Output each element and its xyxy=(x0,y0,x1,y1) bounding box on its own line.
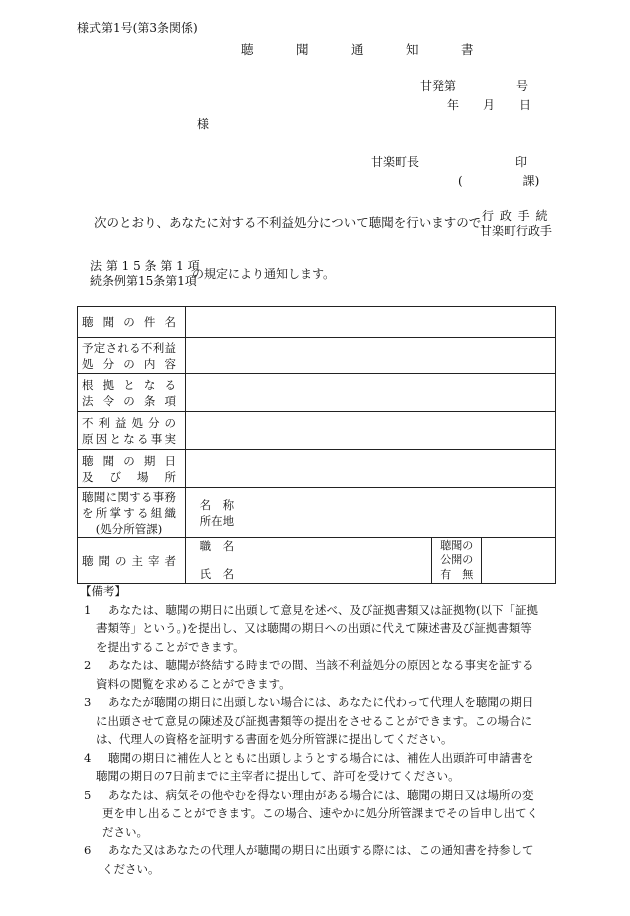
law-top: 法 第 1 5 条 第 1 項 xyxy=(90,259,200,273)
table-row xyxy=(78,374,556,412)
row-value[interactable] xyxy=(185,338,555,374)
table-row xyxy=(78,412,556,450)
org-name-label: 名 称 xyxy=(199,497,235,512)
intro-line: 次のとおり、あなたに対する不利益処分について聴聞を行いますので、 xyxy=(94,215,494,230)
law-bottom: 続条例第15条第1項 xyxy=(90,274,197,288)
page-title: 聴 聞 通 知 書 xyxy=(241,42,489,57)
list-item: 3 あなたが聴聞の期日に出頭しない場合には、あなたに代わって代理人を聴聞の期日 に出頭させて意見の陳述及び証拠書類等の提出をさせることができます。この場合に は、代理人の資格を証明する書面を処分所管課に提出してください。 xyxy=(84,695,534,746)
addressee-suffix: 様 xyxy=(197,117,210,131)
org-address-label: 所在地 xyxy=(199,513,235,528)
row-value[interactable] xyxy=(185,412,555,450)
presider-title-label: 職 名 xyxy=(199,539,235,553)
notes-heading: 【備考】 xyxy=(80,584,126,598)
list-item: 5 あなたは、病気その他やむを得ない理由がある場合には、聴聞の期日又は場所の変 更を申し出ることができます。この場合、速やかに処分所管課までその旨申し出てく ださい。 xyxy=(84,787,539,839)
row-label: 不 利 益 処 分 の 原因となる事実 xyxy=(78,412,186,450)
public-value[interactable] xyxy=(482,538,556,584)
issue-date: 年 月 日 xyxy=(447,98,532,112)
issuer-dept: ( 課) xyxy=(458,174,540,188)
law-suffix: の規定により通知します。 xyxy=(192,267,336,281)
issue-number: 甘発第 号 xyxy=(420,79,529,93)
list-item: 1 あなたは、聴聞の期日に出頭して意見を述べ、及び証拠書類又は証拠物(以下「証拠 書類等」という。)を提出し、又は聴聞の期日への出頭に代えて陳述書及び証拠書類等 を提出することができます。 xyxy=(84,602,538,654)
intro-alt-top: 行 政 手 続 xyxy=(482,209,549,223)
list-item: 4 聴聞の期日に補佐人とともに出頭しようとする場合には、補佐人出頭許可申請書を 聴聞の期日の7日前までに主宰者に提出して、許可を受けてください。 xyxy=(84,750,534,783)
row-label: 聴 聞 の 件 名 xyxy=(78,307,186,338)
presider-name-label: 氏 名 xyxy=(199,567,235,581)
presider-label: 聴 聞 の 主 宰 者 xyxy=(78,538,186,584)
table-row xyxy=(78,338,556,374)
row-label: 聴 聞 の 期 日 及 び 場 所 xyxy=(78,450,186,488)
row-value[interactable] xyxy=(185,374,555,412)
issuer-name: 甘楽町長 印 xyxy=(371,155,528,169)
intro-alt-bottom: 甘楽町行政手 xyxy=(480,224,553,238)
list-item: 6 あなた又はあなたの代理人が聴聞の期日に出頭する際には、この通知書を持参して ください。 xyxy=(84,843,534,876)
public-label: 聴聞の 公開の 有 無 xyxy=(432,538,482,584)
presider-row xyxy=(78,538,556,584)
row-label: 予定される不利益 処 分 の 内 容 xyxy=(78,338,186,374)
row-label: 根 拠 と な る 法 令 の 条 項 xyxy=(78,374,186,412)
org-value[interactable] xyxy=(185,488,555,538)
table-row xyxy=(78,450,556,488)
notes-section xyxy=(80,582,560,878)
list-item: 2 あなたは、聴聞が終結する時までの間、当該不利益処分の原因となる事実を証する 資料の閲覧を求めることができます。 xyxy=(84,658,534,691)
hearing-table xyxy=(77,306,556,584)
form-number: 様式第1号(第3条関係) xyxy=(77,21,198,35)
presider-value[interactable] xyxy=(185,538,432,584)
org-label: 聴聞に関する事務 を所掌する組織 (処分所管課) xyxy=(78,488,186,538)
row-value[interactable] xyxy=(185,450,555,488)
row-value[interactable] xyxy=(185,307,555,338)
org-row xyxy=(78,488,556,538)
table-row xyxy=(78,307,556,338)
